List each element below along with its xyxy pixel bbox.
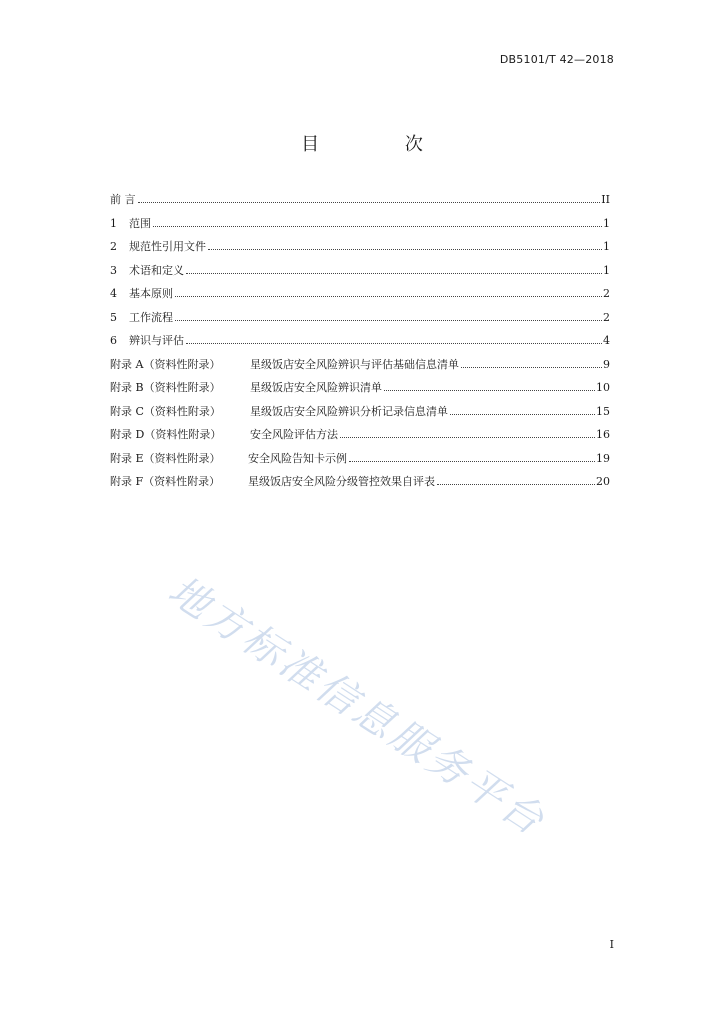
toc-entry-page: 1 bbox=[603, 240, 610, 253]
toc-leader-dots bbox=[186, 272, 602, 274]
toc-entry-scope[interactable] bbox=[110, 212, 610, 236]
toc-entry-page: 4 bbox=[603, 334, 610, 347]
toc-leader-dots bbox=[461, 366, 602, 368]
toc-entry-label: 基本原则 bbox=[129, 287, 173, 300]
toc-entry-label: 安全风险告知卡示例 bbox=[248, 451, 347, 465]
toc-entry-number: 5 bbox=[110, 310, 117, 324]
toc-appendix-prefix: 附录 C（资料性附录） bbox=[110, 404, 221, 418]
toc-entry-page: 15 bbox=[596, 404, 610, 418]
toc-appendix-prefix: 附录 A（资料性附录） bbox=[110, 357, 221, 371]
toc-appendix-prefix: 附录 F（资料性附录） bbox=[110, 475, 221, 488]
toc-entry-normative-references[interactable] bbox=[110, 235, 610, 259]
toc-entry-label: 星级饭店安全风险辨识分析记录信息清单 bbox=[250, 404, 448, 418]
toc-entry-appendix-f[interactable] bbox=[110, 470, 610, 494]
toc-entry-label: 辨识与评估 bbox=[129, 334, 184, 347]
toc-appendix-prefix: 附录 B（资料性附录） bbox=[110, 381, 221, 394]
toc-leader-dots bbox=[175, 319, 602, 321]
toc-entry-number: 3 bbox=[110, 263, 117, 277]
toc-entry-page: 1 bbox=[603, 263, 610, 277]
toc-entry-label: 星级饭店安全风险辨识与评估基础信息清单 bbox=[250, 357, 459, 371]
toc-entry-page: 2 bbox=[603, 287, 610, 300]
toc-leader-dots bbox=[186, 342, 602, 344]
toc-leader-dots bbox=[450, 413, 595, 415]
toc-entry-number: 6 bbox=[110, 334, 117, 347]
toc-entry-label: 星级饭店安全风险分级管控效果自评表 bbox=[248, 475, 435, 488]
toc-leader-dots bbox=[437, 483, 595, 485]
toc-entry-page: 9 bbox=[603, 357, 610, 371]
toc-entry-label: 术语和定义 bbox=[129, 263, 184, 277]
toc-entry-appendix-e[interactable] bbox=[110, 447, 610, 471]
toc-entry-number: 1 bbox=[110, 216, 117, 230]
toc-leader-dots bbox=[153, 225, 602, 227]
toc-entry-terms-definitions[interactable] bbox=[110, 259, 610, 283]
toc-appendix-prefix: 附录 E（资料性附录） bbox=[110, 451, 221, 465]
toc-entry-appendix-a[interactable] bbox=[110, 353, 610, 377]
toc-appendix-prefix: 附录 D（资料性附录） bbox=[110, 428, 222, 441]
document-code: DB5101/T 42—2018 bbox=[499, 53, 614, 66]
toc-leader-dots bbox=[175, 295, 602, 297]
page-title: 目 次 bbox=[301, 134, 463, 155]
toc-entry-label: 规范性引用文件 bbox=[129, 240, 206, 253]
toc-leader-dots bbox=[138, 201, 601, 203]
toc-entry-page: 19 bbox=[596, 451, 610, 465]
toc-entry-identification-assessment[interactable] bbox=[110, 329, 610, 353]
toc-entry-page: II bbox=[601, 193, 610, 206]
page-number: I bbox=[609, 938, 614, 951]
toc-entry-number: 4 bbox=[110, 287, 117, 300]
toc-entry-label: 工作流程 bbox=[129, 310, 173, 324]
toc-entry-appendix-c[interactable] bbox=[110, 400, 610, 424]
toc-entry-workflow[interactable] bbox=[110, 306, 610, 330]
toc-entry-foreword[interactable] bbox=[110, 188, 610, 212]
toc-entry-number: 2 bbox=[110, 240, 117, 253]
toc-entry-appendix-d[interactable] bbox=[110, 423, 610, 447]
watermark-text: 地方标准信息服务平台 bbox=[160, 567, 555, 846]
toc-entry-page: 20 bbox=[596, 475, 610, 488]
toc-entry-label: 范围 bbox=[129, 216, 151, 230]
toc-entry-basic-principles[interactable] bbox=[110, 282, 610, 306]
toc-entry-appendix-b[interactable] bbox=[110, 376, 610, 400]
toc-leader-dots bbox=[349, 460, 595, 462]
toc-entry-label: 安全风险评估方法 bbox=[250, 428, 338, 441]
toc-leader-dots bbox=[208, 248, 602, 250]
toc-entry-label: 前 言 bbox=[110, 193, 136, 206]
toc-leader-dots bbox=[340, 436, 595, 438]
toc-leader-dots bbox=[384, 389, 595, 391]
toc-entry-page: 1 bbox=[603, 216, 610, 230]
toc-entry-page: 2 bbox=[603, 310, 610, 324]
toc-entry-page: 16 bbox=[596, 428, 610, 441]
table-of-contents bbox=[110, 188, 610, 494]
toc-entry-label: 星级饭店安全风险辨识清单 bbox=[250, 381, 382, 394]
toc-entry-page: 10 bbox=[596, 381, 610, 394]
